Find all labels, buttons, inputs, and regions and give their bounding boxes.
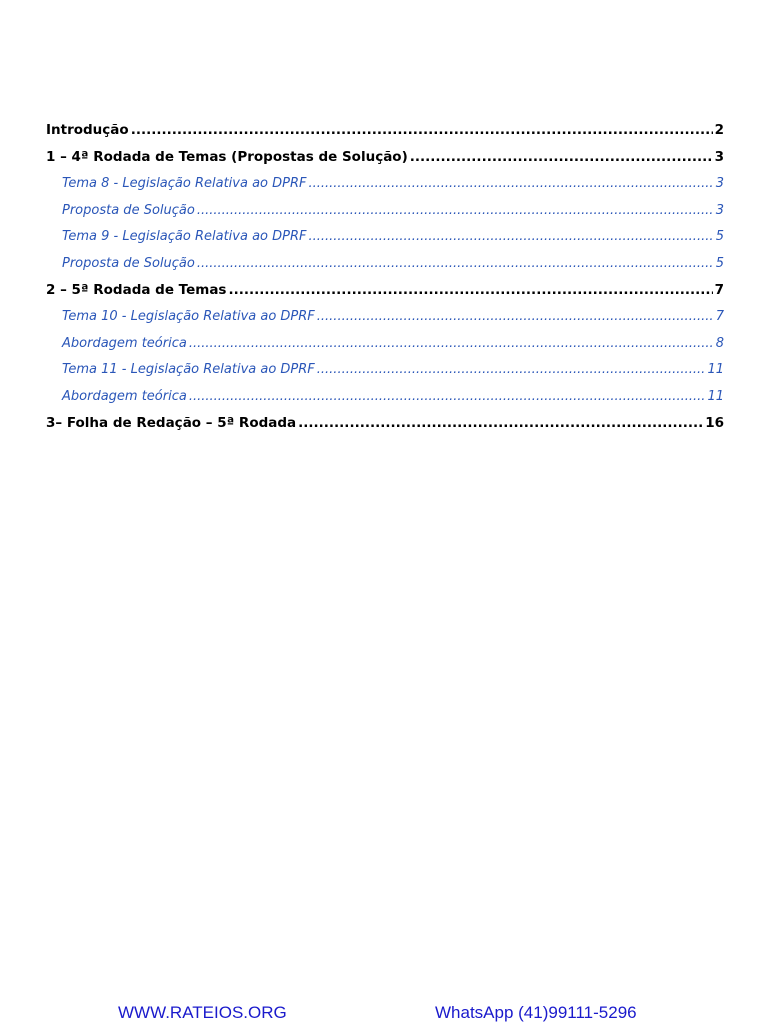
toc-entry-page: 2	[714, 122, 724, 138]
toc-entry-page: 7	[714, 282, 724, 298]
toc-leader-dots	[228, 282, 712, 298]
toc-entry-page: 16	[705, 415, 724, 431]
toc-entry-title: Abordagem teórica	[62, 335, 187, 351]
footer-whatsapp[interactable]: WhatsApp (41)99111-5296	[435, 1003, 637, 1022]
toc-entry-abordagem-teorica-2[interactable]	[46, 389, 724, 416]
toc-entry-title: Proposta de Solução	[62, 202, 195, 218]
toc-entry-page: 3	[714, 149, 724, 165]
footer-website[interactable]: WWW.RATEIOS.ORG	[118, 1003, 287, 1022]
toc-leader-dots	[309, 176, 714, 191]
toc-leader-dots	[189, 389, 706, 404]
toc-leader-dots	[197, 203, 714, 218]
toc-entry-rodada-5[interactable]	[46, 282, 724, 309]
toc-entry-tema-8[interactable]	[46, 176, 724, 203]
toc-entry-page: 11	[707, 362, 724, 377]
toc-entry-page: 5	[715, 255, 724, 271]
toc-entry-folha-redacao[interactable]	[46, 415, 724, 442]
toc-entry-title: 1 – 4ª Rodada de Temas (Propostas de Solução)	[46, 149, 408, 165]
toc-entry-introducao[interactable]	[46, 122, 724, 149]
toc-entry-title: Tema 11 - Legislação Relativa ao DPRF	[62, 362, 315, 377]
toc-entry-title: Tema 10 - Legislação Relativa ao DPRF	[62, 309, 315, 324]
toc-entry-tema-11[interactable]	[46, 362, 724, 389]
toc-entry-abordagem-teorica-1[interactable]	[46, 336, 724, 363]
toc-leader-dots	[131, 122, 713, 138]
toc-entry-page: 7	[715, 309, 724, 324]
toc-entry-rodada-4[interactable]	[46, 149, 724, 176]
toc-entry-page: 3	[715, 176, 724, 191]
toc-entry-title: Abordagem teórica	[62, 388, 187, 404]
toc-entry-proposta-solucao-1[interactable]	[46, 203, 724, 230]
toc-entry-page: 5	[715, 229, 724, 244]
toc-leader-dots	[410, 149, 713, 165]
toc-entry-title: Tema 8 - Legislação Relativa ao DPRF	[62, 176, 307, 191]
toc-entry-tema-9[interactable]	[46, 229, 724, 256]
toc-leader-dots	[298, 415, 703, 431]
toc-entry-title: Introdução	[46, 122, 129, 138]
toc-entry-page: 8	[715, 335, 724, 351]
toc-entry-title: 2 – 5ª Rodada de Temas	[46, 282, 227, 298]
toc-entry-title: 3– Folha de Redação – 5ª Rodada	[46, 415, 297, 431]
toc-leader-dots	[309, 229, 714, 244]
toc-entry-tema-10[interactable]	[46, 309, 724, 336]
toc-entry-title: Proposta de Solução	[62, 255, 195, 271]
table-of-contents	[46, 122, 724, 442]
toc-entry-page: 3	[715, 202, 724, 218]
toc-entry-page: 11	[707, 388, 724, 404]
toc-leader-dots	[317, 309, 714, 324]
toc-entry-title: Tema 9 - Legislação Relativa ao DPRF	[62, 229, 307, 244]
toc-leader-dots	[197, 256, 714, 271]
toc-leader-dots	[189, 336, 714, 351]
toc-leader-dots	[317, 362, 706, 377]
toc-entry-proposta-solucao-2[interactable]	[46, 256, 724, 283]
